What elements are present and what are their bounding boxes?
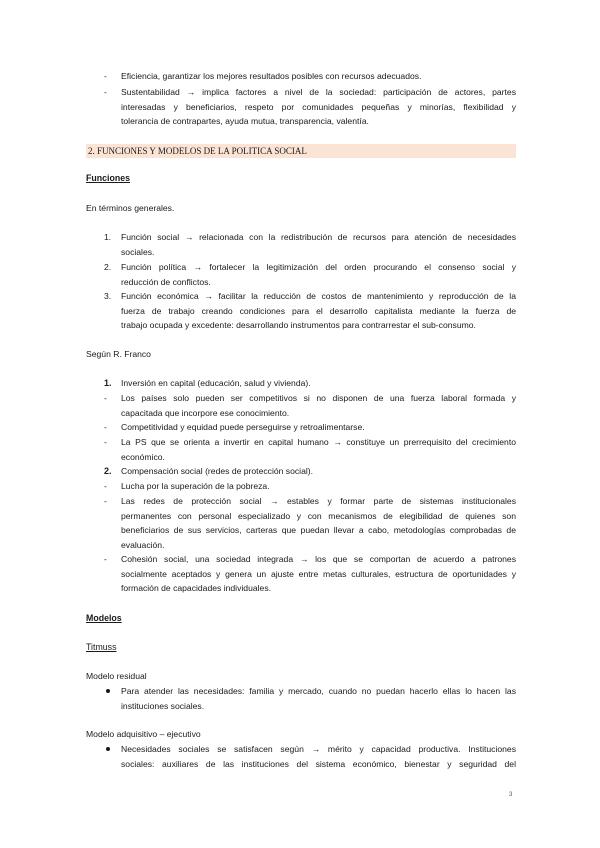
general-item-3-l3: trabajo ocupada y excedente: desarrollando instrumentos para contrarrestar el sub-consumo. [121, 320, 476, 330]
franco-d2: Competitividad y equidad puede perseguirse y retroalimentarse. [121, 422, 365, 432]
dash-marker: - [104, 393, 107, 403]
general-item-3-l2: fuerza de trabajo creando condiciones para el desarrollo capitalista mediante la fuerza de [121, 305, 516, 316]
residual-l2: instituciones sociales. [121, 700, 205, 711]
list-number: 1. [104, 232, 112, 242]
dash-marker: - [104, 87, 107, 97]
franco-d1-l2: capacitada que incorpore ese conocimiento. [121, 407, 290, 418]
franco-d5-l1: Las redes de protección social → estables y formar parte de sistemas institucionales [121, 496, 516, 506]
dash-marker: - [104, 422, 107, 432]
general-item-3-l1: Función económica → facilitar la reducción de costos de mantenimiento y reproducción de la [121, 291, 516, 301]
funciones-heading: Funciones [86, 173, 130, 183]
list-number: 2. [104, 262, 112, 272]
section-title [86, 144, 516, 158]
franco-intro: Según R. Franco [86, 349, 151, 359]
list-number: 1. [104, 378, 112, 388]
bullet-marker [106, 689, 110, 693]
franco-d5-l4: evaluación. [121, 539, 165, 550]
general-item-1-l2: sociales. [121, 246, 155, 257]
adquisitivo-l1: Necesidades sociales se satisfacen según → mérito y capacidad productiva. Instituciones [121, 744, 516, 754]
dash-marker: - [104, 437, 107, 447]
franco-item-1: Inversión en capital (educación, salud y vivienda). [121, 378, 311, 388]
section-title-text: 2. FUNCIONES Y MODELOS DE LA POLITICA SOCIAL [88, 146, 307, 156]
dash-marker: - [104, 496, 107, 506]
list-number: 2. [104, 466, 112, 476]
franco-d3-l1: La PS que se orienta a invertir en capital humano → constituye un prerrequisito del crecimiento [121, 437, 516, 447]
page-number: 3 [509, 792, 513, 798]
franco-d5-l2: permanentes con personal especializado y con mecanismos de elegibilidad de quienes son [121, 510, 516, 521]
modelos-heading: Modelos [86, 613, 122, 623]
adquisitivo-title: Modelo adquisitivo – ejecutivo [86, 729, 201, 739]
dash-marker: - [104, 481, 107, 491]
general-item-2-l2: reducción de conflictos. [121, 276, 211, 287]
franco-d1-l1: Los países solo pueden ser competitivos si no disponen de una fuerza laboral formada y [121, 393, 516, 403]
dash-marker: - [104, 554, 107, 564]
dash-marker: - [104, 71, 107, 81]
franco-item-2: Compensación social (redes de protección social). [121, 466, 314, 476]
item-eficiencia: Eficiencia, garantizar los mejores resultados posibles con recursos adecuados. [121, 71, 422, 81]
franco-d3-l2: económico. [121, 451, 165, 462]
franco-d4: Lucha por la superación de la pobreza. [121, 481, 270, 491]
franco-d6-l3: formación de capacidades individuales. [121, 583, 272, 593]
item-sustentabilidad-l2: interesadas y beneficiarios, respeto por comunidades pequeñas y minorías, flexibilidad y [121, 101, 516, 112]
bullet-marker [106, 747, 110, 751]
franco-d6-l2: socialmente aceptados y genera un ajuste entre metas culturales, estructura de oportunidades y [121, 568, 516, 579]
franco-d6-l1: Cohesión social, una sociedad integrada → los que se comportan de acuerdo a patrones [121, 554, 516, 564]
general-item-2-l1: Función política → fortalecer la legitimización del orden procurando el consenso social y [121, 262, 516, 272]
titmuss-heading: Titmuss [86, 642, 117, 652]
adquisitivo-l2: sociales: auxiliares de las instituciones del sistema económico, bienestar y seguridad del [121, 758, 516, 769]
franco-d5-l3: beneficiarios de sus servicios, carteras que puedan llevar a cabo, metodologías comprobadas de [121, 525, 516, 535]
residual-l1: Para atender las necesidades: familia y mercado, cuando no puedan hacerlo ellas lo hacen las [121, 686, 516, 696]
general-item-1-l1: Función social → relacionada con la redistribución de recursos para atención de necesidades [121, 232, 516, 242]
item-sustentabilidad-l1: Sustentabilidad → implica factores a nivel de la sociedad: participación de actores, partes [121, 87, 516, 97]
item-sustentabilidad-l3: tolerancia de contrapartes, ayuda mutua, transparencia, valentía. [121, 116, 369, 126]
residual-title: Modelo residual [86, 671, 147, 681]
general-intro: En términos generales. [86, 203, 175, 213]
list-number: 3. [104, 291, 112, 301]
